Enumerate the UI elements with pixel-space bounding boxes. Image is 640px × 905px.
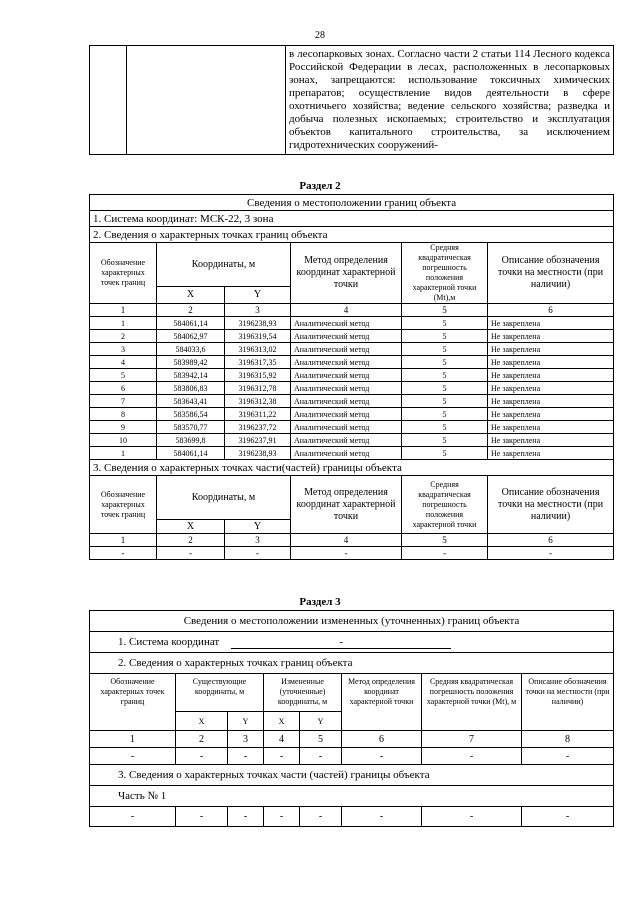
column-number: 5 <box>402 534 488 547</box>
table-cell: 5 <box>90 369 157 382</box>
table-cell: 583699,8 <box>157 434 225 447</box>
column-number: 1 <box>90 731 176 748</box>
coordinate-system: 1. Система координат: МСК-22, 3 зона <box>90 211 614 227</box>
table-cell: - <box>300 807 342 827</box>
table-cell: 5 <box>402 408 488 421</box>
table-cell: 2 <box>90 330 157 343</box>
column-number: 2 <box>176 731 228 748</box>
table-cell: - <box>291 547 402 560</box>
header-y: Y <box>225 287 291 304</box>
subsection-3-title: 3. Сведения о характерных точках части(частей) границы объекта <box>90 460 614 476</box>
table-row <box>90 343 614 356</box>
table-cell: 5 <box>402 382 488 395</box>
table-cell: Не закреплена <box>488 395 614 408</box>
column-number: 3 <box>228 731 264 748</box>
table-cell: - <box>422 807 522 827</box>
table-cell: 3196312,38 <box>225 395 291 408</box>
table-cell: Аналитический метод <box>291 382 402 395</box>
table-cell: 9 <box>90 421 157 434</box>
empty-cell <box>90 46 127 155</box>
table-cell: - <box>90 547 157 560</box>
table-cell: 5 <box>402 421 488 434</box>
header-accuracy: Средняя квадратическая погрешность положения характерной точки (Mt),м <box>402 243 488 304</box>
header-method: Метод определения координат характерной точки <box>342 674 422 731</box>
table-cell: - <box>422 748 522 765</box>
table-cell: Аналитический метод <box>291 330 402 343</box>
coordinate-system-row <box>90 632 614 653</box>
empty-cell <box>127 46 286 155</box>
table-cell: - <box>264 748 300 765</box>
column-number: 4 <box>264 731 300 748</box>
column-number: 5 <box>402 304 488 317</box>
table-cell: Не закреплена <box>488 421 614 434</box>
table-cell: - <box>264 807 300 827</box>
table-cell: - <box>342 807 422 827</box>
header-x: X <box>157 520 225 534</box>
table-cell: 5 <box>402 330 488 343</box>
table-cell: Не закреплена <box>488 317 614 330</box>
header-method: Метод определения координат характерной точки <box>291 476 402 534</box>
table-cell: 5 <box>402 369 488 382</box>
header-y: Y <box>228 712 264 731</box>
table-cell: - <box>176 807 228 827</box>
column-number: 1 <box>90 304 157 317</box>
table-cell: 3196238,93 <box>225 447 291 460</box>
header-designation: Обозначение характерных точек границ <box>90 674 176 731</box>
table-cell: Аналитический метод <box>291 317 402 330</box>
column-number: 4 <box>291 304 402 317</box>
continuation-table <box>89 45 614 155</box>
table-cell: - <box>300 748 342 765</box>
table-cell: - <box>90 807 176 827</box>
header-method: Метод определения координат характерной точки <box>291 243 402 304</box>
table-cell: Не закреплена <box>488 330 614 343</box>
table-cell: 584061,14 <box>157 447 225 460</box>
table-cell: 3196313,02 <box>225 343 291 356</box>
column-number: 3 <box>225 304 291 317</box>
table-cell: Не закреплена <box>488 343 614 356</box>
table-cell: - <box>228 807 264 827</box>
column-number: 2 <box>157 304 225 317</box>
table-cell: Аналитический метод <box>291 408 402 421</box>
header-description: Описание обозначения точки на местности (при наличии) <box>488 243 614 304</box>
table-cell: 583806,83 <box>157 382 225 395</box>
table-cell: Не закреплена <box>488 447 614 460</box>
table-cell: 584061,14 <box>157 317 225 330</box>
table-cell: 3196315,92 <box>225 369 291 382</box>
table-cell: 583942,14 <box>157 369 225 382</box>
table-cell: Не закреплена <box>488 382 614 395</box>
header-coords: Координаты, м <box>157 243 291 287</box>
table-row <box>90 330 614 343</box>
header-x: X <box>264 712 300 731</box>
table-cell: 8 <box>90 408 157 421</box>
coordinate-system-value: - <box>231 636 451 649</box>
column-number: 2 <box>157 534 225 547</box>
column-number: 6 <box>488 534 614 547</box>
table-row <box>90 447 614 460</box>
table-cell: 3196237,72 <box>225 421 291 434</box>
table-cell: - <box>402 547 488 560</box>
table-cell: Аналитический метод <box>291 421 402 434</box>
table-cell: 584062,97 <box>157 330 225 343</box>
section-2-title: Раздел 2 <box>299 180 341 192</box>
table-row <box>90 408 614 421</box>
table-cell: - <box>488 547 614 560</box>
header-y: Y <box>300 712 342 731</box>
section-3-table <box>89 610 614 827</box>
header-designation: Обозначение характерных точек границ <box>90 243 157 304</box>
section-2-table <box>89 194 614 560</box>
table-row <box>90 421 614 434</box>
table-cell: Не закреплена <box>488 356 614 369</box>
header-changed-coords: Измененные (уточненные) координаты, м <box>264 674 342 712</box>
table-cell: Не закреплена <box>488 434 614 447</box>
table-cell: 5 <box>402 356 488 369</box>
column-number: 3 <box>225 534 291 547</box>
table-cell: 583643,41 <box>157 395 225 408</box>
table-cell: 5 <box>402 447 488 460</box>
header-accuracy: Средняя квадратическая погрешность положения характерной точки <box>402 476 488 534</box>
table-cell: Аналитический метод <box>291 369 402 382</box>
header-designation: Обозначение характерных точек границ <box>90 476 157 534</box>
subsection-2-title: 2. Сведения о характерных точках границ объекта <box>90 227 614 243</box>
column-number: 7 <box>422 731 522 748</box>
table-row <box>90 434 614 447</box>
header-accuracy: Средняя квадратическая погрешность положения характерной точки (Mt), м <box>422 674 522 731</box>
table-row <box>90 356 614 369</box>
section-2-heading: Сведения о местоположении границ объекта <box>90 195 614 211</box>
table-cell: 583586,54 <box>157 408 225 421</box>
table-cell: 10 <box>90 434 157 447</box>
table-row <box>90 317 614 330</box>
restriction-text: в лесопарковых зонах. Согласно части 2 статьи 114 Лесного кодекса Российской Федерации в лесах, расположенных в лесопарковых зонах, запрещаются: использование токсичных химических препаратов; осуществление видов деятельности в сфере охотничьего хозяйства; ведение сельского хозяйства; разведка и добыча полезных ископаемых; строительство и эксплуатация объектов капитального строительства, за исключением гидротехнических сооружений- <box>286 46 614 155</box>
table-cell: Аналитический метод <box>291 434 402 447</box>
table-cell: 3196311,22 <box>225 408 291 421</box>
header-existing-coords: Существующие координаты, м <box>176 674 264 712</box>
header-description: Описание обозначения точки на местности (при наличии) <box>522 674 614 731</box>
table-cell: 3 <box>90 343 157 356</box>
table-cell: Аналитический метод <box>291 343 402 356</box>
column-number: 5 <box>300 731 342 748</box>
table-cell: - <box>176 748 228 765</box>
table-cell: 1 <box>90 317 157 330</box>
table-row <box>90 382 614 395</box>
table-cell: 3196319,54 <box>225 330 291 343</box>
table-cell: - <box>157 547 225 560</box>
table-cell: - <box>228 748 264 765</box>
header-x: X <box>176 712 228 731</box>
table-cell: 5 <box>402 343 488 356</box>
table-cell: - <box>522 807 614 827</box>
table-cell: Аналитический метод <box>291 356 402 369</box>
table-cell: 1 <box>90 447 157 460</box>
table-cell: 4 <box>90 356 157 369</box>
table-cell: 6 <box>90 382 157 395</box>
subsection-3-title: 3. Сведения о характерных точках части (частей) границы объекта <box>90 765 614 786</box>
table-cell: - <box>225 547 291 560</box>
page-number: 28 <box>315 30 325 41</box>
subsection-2-title: 2. Сведения о характерных точках границ объекта <box>90 653 614 674</box>
table-cell: 3196312,78 <box>225 382 291 395</box>
table-cell: 3196317,35 <box>225 356 291 369</box>
table-cell: Не закреплена <box>488 408 614 421</box>
section-3-title: Раздел 3 <box>299 596 341 608</box>
header-y: Y <box>225 520 291 534</box>
table-cell: 584033,6 <box>157 343 225 356</box>
table-cell: 583570,77 <box>157 421 225 434</box>
table-cell: 5 <box>402 317 488 330</box>
table-row <box>90 369 614 382</box>
column-number: 4 <box>291 534 402 547</box>
table-cell: 583989,42 <box>157 356 225 369</box>
section-3-heading: Сведения о местоположении измененных (уточненных) границ объекта <box>90 611 614 632</box>
table-cell: - <box>522 748 614 765</box>
table-cell: Аналитический метод <box>291 395 402 408</box>
table-cell: - <box>342 748 422 765</box>
table-row <box>90 395 614 408</box>
table-cell: - <box>90 748 176 765</box>
column-number: 6 <box>488 304 614 317</box>
table-cell: 7 <box>90 395 157 408</box>
table-cell: 3196237,91 <box>225 434 291 447</box>
header-x: X <box>157 287 225 304</box>
table-cell: 5 <box>402 395 488 408</box>
coordinate-system-label: 1. Система координат <box>118 635 220 648</box>
table-cell: Аналитический метод <box>291 447 402 460</box>
column-number: 1 <box>90 534 157 547</box>
header-coords: Координаты, м <box>157 476 291 520</box>
table-cell: 5 <box>402 434 488 447</box>
header-description: Описание обозначения точки на местности (при наличии) <box>488 476 614 534</box>
column-number: 8 <box>522 731 614 748</box>
part-label: Часть № 1 <box>90 786 614 807</box>
column-number: 6 <box>342 731 422 748</box>
table-cell: 3196238,93 <box>225 317 291 330</box>
table-cell: Не закреплена <box>488 369 614 382</box>
